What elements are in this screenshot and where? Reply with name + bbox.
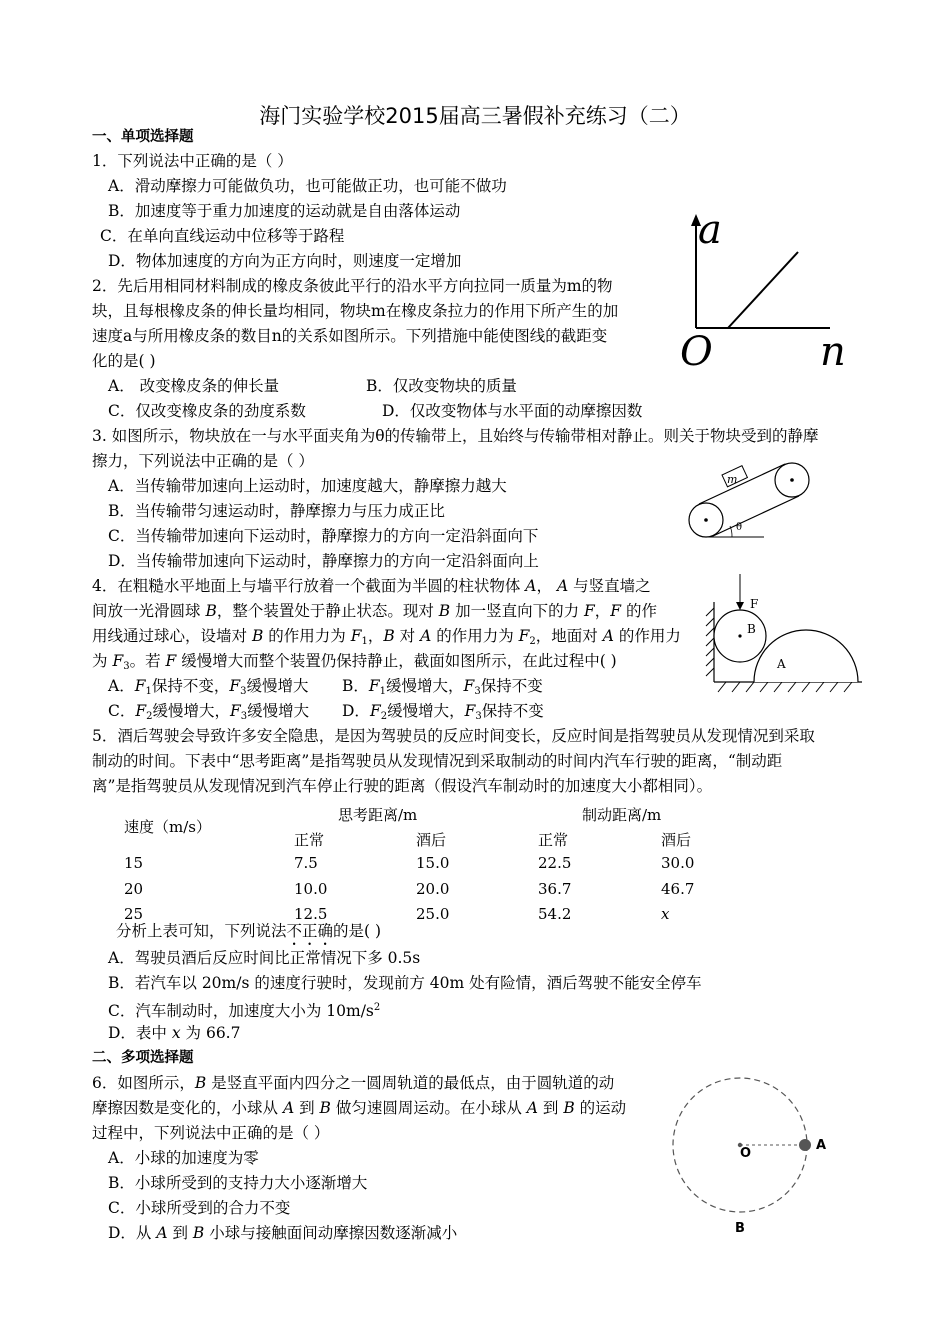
- table-header-think: 思考距离/m: [338, 806, 418, 824]
- q2-option-b: B．仅改变物块的质量: [366, 377, 517, 395]
- q4-option-d: D．$F_2$缓慢增大，$F_3$保持不变: [342, 702, 544, 722]
- q2-stem-line1: 2．先后用相同材料制成的橡皮条彼此平行的沿水平方向拉同一质量为m的物: [92, 277, 613, 295]
- table-header-brake: 制动距离/m: [582, 806, 662, 824]
- q6-option-b: B．小球所受到的支持力大小逐渐增大: [108, 1174, 368, 1192]
- q1-stem: 1．下列说法中正确的是（ ）: [92, 152, 293, 170]
- q3-option-b: B．当传输带匀速运动时，静摩擦力与压力成正比: [108, 502, 445, 520]
- q4-wall-ball-figure: [704, 572, 864, 702]
- q2-option-d: D．仅改变物体与水平面的动摩擦因数: [382, 402, 643, 420]
- q4-option-a: A．$F_1$保持不变，$F_3$缓慢增大: [108, 677, 309, 697]
- q1-option-a: A．滑动摩擦力可能做负功，也可能做正功，也可能不做功: [108, 177, 507, 195]
- q1-option-b: B．加速度等于重力加速度的运动就是自由落体运动: [108, 202, 461, 220]
- q4-stem-line3: 用线通过球心，设墙对 B 的作用力为 $F_1$，B 对 A 的作用力为 $F_2$，地面对 A 的作用力: [92, 627, 681, 647]
- table-sub-normal-2: 正常: [538, 831, 569, 849]
- q6-option-c: C．小球所受到的合力不变: [108, 1199, 291, 1217]
- table-cell: 30.0: [661, 854, 695, 872]
- q3-option-a: A．当传输带加速向上运动时，加速度越大，静摩擦力越大: [108, 477, 507, 495]
- q4-option-b: B．$F_1$缓慢增大，$F_3$保持不变: [342, 677, 543, 697]
- table-cell: 25.0: [416, 905, 450, 923]
- q3-block-label: m: [727, 473, 738, 486]
- q6-point-b-label: B: [735, 1221, 745, 1236]
- q5-option-b: B．若汽车以 20m/s 的速度行驶时，发现前方 40m 处有险情，酒后驾驶不能安全停车: [108, 974, 702, 992]
- q2-option-a: A． 改变橡皮条的伸长量: [108, 377, 280, 395]
- q6-option-d: D．从 A 到 B 小球与接触面间动摩擦因数逐渐减小: [108, 1224, 458, 1242]
- q3-conveyor-figure: [686, 460, 826, 540]
- q4-option-c: C．$F_2$缓慢增大，$F_3$缓慢增大: [108, 702, 310, 722]
- table-cell: x: [661, 905, 670, 923]
- q2-stem-line3: 速度a与所用橡皮条的数目n的关系如图所示。下列措施中能使图线的截距变: [92, 327, 608, 345]
- q2-axis-n-label: n: [820, 329, 846, 375]
- q2-option-c: C．仅改变橡皮条的劲度系数: [108, 402, 306, 420]
- q4-ball-label: B: [747, 622, 756, 636]
- q2-stem-line2: 块，且每根橡皮条的伸长量均相同，物块m在橡皮条拉力的作用下所产生的加: [92, 302, 619, 320]
- q6-option-a: A．小球的加速度为零: [108, 1149, 259, 1167]
- table-cell: 20: [124, 880, 144, 898]
- q6-stem-line2: 摩擦因数是变化的，小球从 A 到 B 做匀速圆周运动。在小球从 A 到 B 的运动: [92, 1099, 627, 1117]
- q6-center-label: O: [740, 1146, 752, 1161]
- section-single-choice: 一、单项选择题: [92, 129, 194, 145]
- table-cell: 54.2: [538, 905, 572, 923]
- q6-point-a-label: A: [816, 1138, 827, 1153]
- table-header-speed: 速度（m/s）: [124, 818, 211, 836]
- q5-stem-line1: 5．酒后驾驶会导致许多安全隐患，是因为驾驶员的反应时间变长，反应时间是指驾驶员从发现情况到采取: [92, 727, 815, 745]
- table-cell: 15: [124, 854, 144, 872]
- q4-stem-line2: 间放一光滑圆球 B，整个装置处于静止状态。现对 B 加一竖直向下的力 F，F 的作: [92, 602, 657, 620]
- q5-stem-line2: 制动的时间。下表中“思考距离”是指驾驶员从发现情况到采取制动的时间内汽车行驶的距离，“制动距: [92, 752, 783, 770]
- q3-option-d: D．当传输带加速向下运动时，静摩擦力的方向一定沿斜面向上: [108, 552, 539, 570]
- table-sub-normal-1: 正常: [294, 831, 325, 849]
- q1-option-d: D．物体加速度的方向为正方向时，则速度一定增加: [108, 252, 462, 270]
- q4-stem-line4: 为 $F_3$。若 F 缓慢增大而整个装置仍保持静止，截面如图所示，在此过程中( ): [92, 652, 617, 672]
- q5-option-c: C．汽车制动时，加速度大小为 $10m/s^2$: [108, 1002, 381, 1020]
- q6-stem-line1: 6．如图所示，B 是竖直平面内四分之一圆周轨道的最低点，由于圆轨道的动: [92, 1074, 615, 1092]
- q5-option-a: A．驾驶员酒后反应时间比正常情况下多 0.5s: [108, 949, 421, 967]
- section-multiple-choice: 二、多项选择题: [92, 1050, 194, 1066]
- table-cell: 25: [124, 905, 144, 923]
- table-cell: 7.5: [294, 854, 318, 872]
- q4-half-cylinder-label: A: [777, 657, 786, 671]
- q4-stem-line1: 4．在粗糙水平地面上与墙平行放着一个截面为半圆的柱状物体 A， A 与竖直墙之: [92, 577, 651, 595]
- q6-stem-line3: 过程中，下列说法中正确的是（ ）: [92, 1124, 330, 1142]
- q2-axis-a-label: a: [698, 207, 722, 253]
- table-cell: 22.5: [538, 854, 572, 872]
- table-cell: 20.0: [416, 880, 450, 898]
- q3-stem-line2: 擦力，下列说法中正确的是（ ）: [92, 452, 314, 470]
- q3-option-c: C．当传输带加速向下运动时，静摩擦力的方向一定沿斜面向下: [108, 527, 539, 545]
- q4-force-label: F: [750, 597, 759, 611]
- q5-analysis-stem: 分析上表可知，下列说法不正确的是( ): [116, 922, 382, 940]
- table-sub-drunk-1: 酒后: [416, 831, 447, 849]
- q2-origin-label: O: [680, 329, 713, 375]
- table-cell: 46.7: [661, 880, 695, 898]
- table-cell: 15.0: [416, 854, 450, 872]
- page-title: 海门实验学校2015届高三暑假补充练习（二）: [259, 104, 691, 128]
- q2-stem-line4: 化的是( ): [92, 352, 156, 370]
- q5-stem-line3: 离”是指驾驶员从发现情况到汽车停止行驶的距离（假设汽车制动时的加速度大小都相同）。: [92, 777, 713, 795]
- table-cell: 10.0: [294, 880, 328, 898]
- table-cell: 36.7: [538, 880, 572, 898]
- q3-stem-line1: 3. 如图所示，物块放在一与水平面夹角为θ的传输带上，且始终与传输带相对静止。则关于物块受到的静摩: [92, 427, 819, 445]
- q1-option-c: C．在单向直线运动中位移等于路程: [100, 227, 345, 245]
- table-cell: 12.5: [294, 905, 328, 923]
- table-sub-drunk-2: 酒后: [661, 831, 692, 849]
- q3-angle-label: θ: [736, 522, 743, 533]
- q5-option-d: D．表中 x 为 66.7: [108, 1024, 241, 1042]
- q6-circle-figure: [664, 1064, 827, 1224]
